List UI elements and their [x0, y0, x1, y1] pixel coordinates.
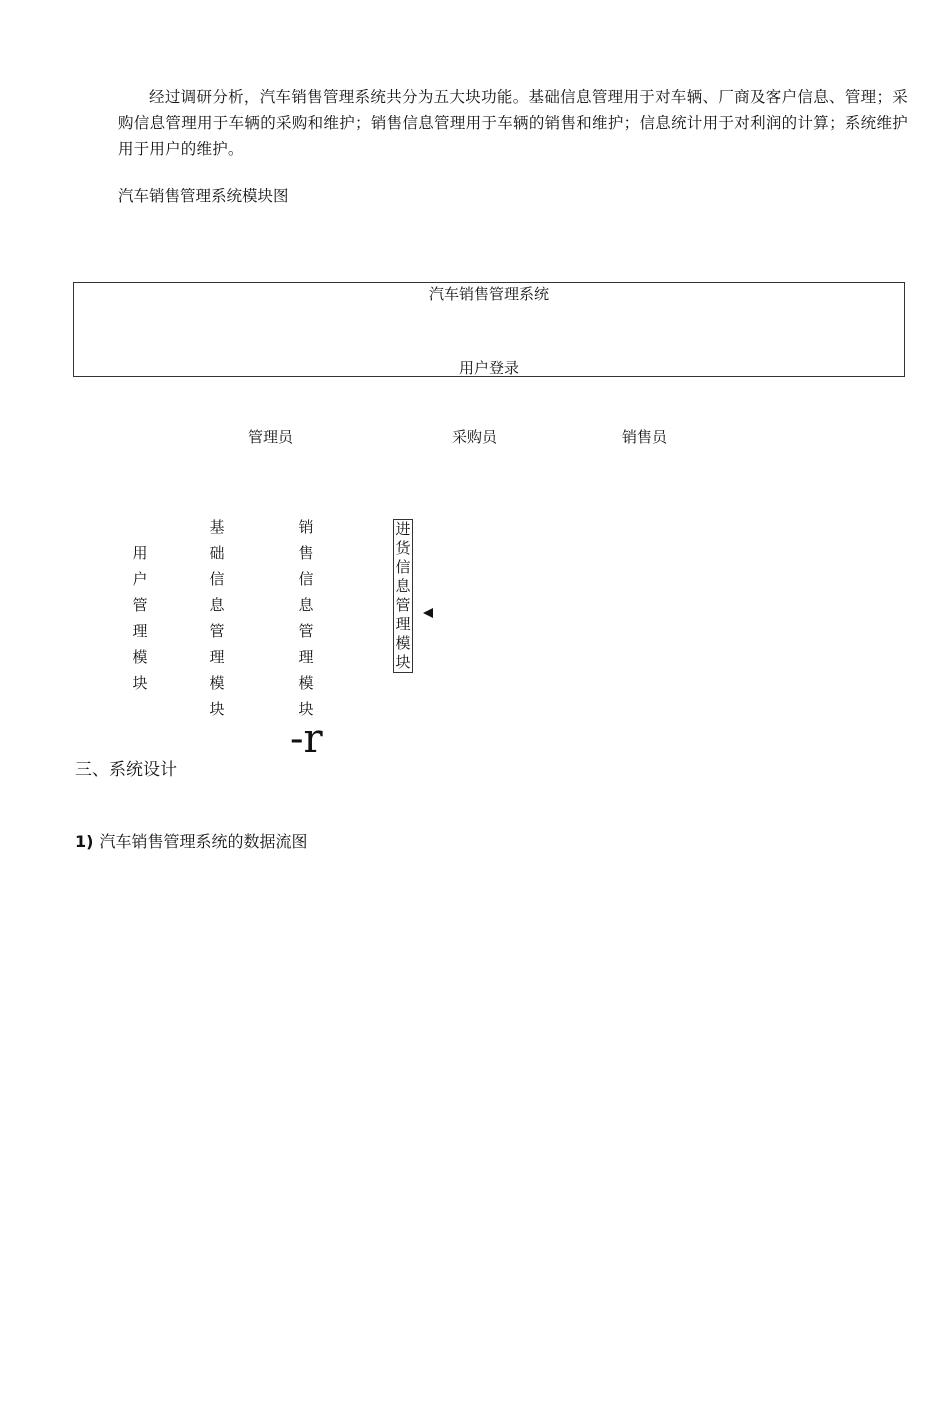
role-buyer: 采购员 — [452, 428, 498, 446]
role-seller: 销售员 — [622, 428, 668, 446]
system-title: 汽车销售管理系统 — [428, 285, 549, 303]
module-user-management: 用户管理模块 — [132, 544, 148, 692]
system-box — [73, 282, 905, 377]
module-sales-info-management: 销售信息管理模块 — [298, 518, 314, 718]
subsection-title: 汽车销售管理系统的数据流图 — [99, 832, 308, 851]
module-basic-info-management: 基础信息管理模块 — [209, 518, 225, 718]
left-arrow-icon — [423, 608, 433, 618]
section-heading: 三、系统设计 — [75, 760, 177, 780]
user-login-label: 用户登录 — [458, 359, 519, 377]
subsection-number: 1) — [75, 832, 94, 851]
diagram-caption: 汽车销售管理系统模块图 — [118, 187, 289, 205]
stray-glyph: -r — [290, 716, 323, 762]
role-admin: 管理员 — [248, 428, 294, 446]
subsection-heading — [75, 830, 307, 854]
module-purchase-info-management: 进货信息管理模块 — [393, 519, 413, 673]
intro-paragraph: 经过调研分析，汽车销售管理系统共分为五大块功能。基础信息管理用于对车辆、厂商及客户信息、管理；采购信息管理用于车辆的采购和维护；销售信息管理用于车辆的销售和维护；信息统计用于对利润的计算；系统维护用于用户的维护。 — [118, 88, 908, 158]
